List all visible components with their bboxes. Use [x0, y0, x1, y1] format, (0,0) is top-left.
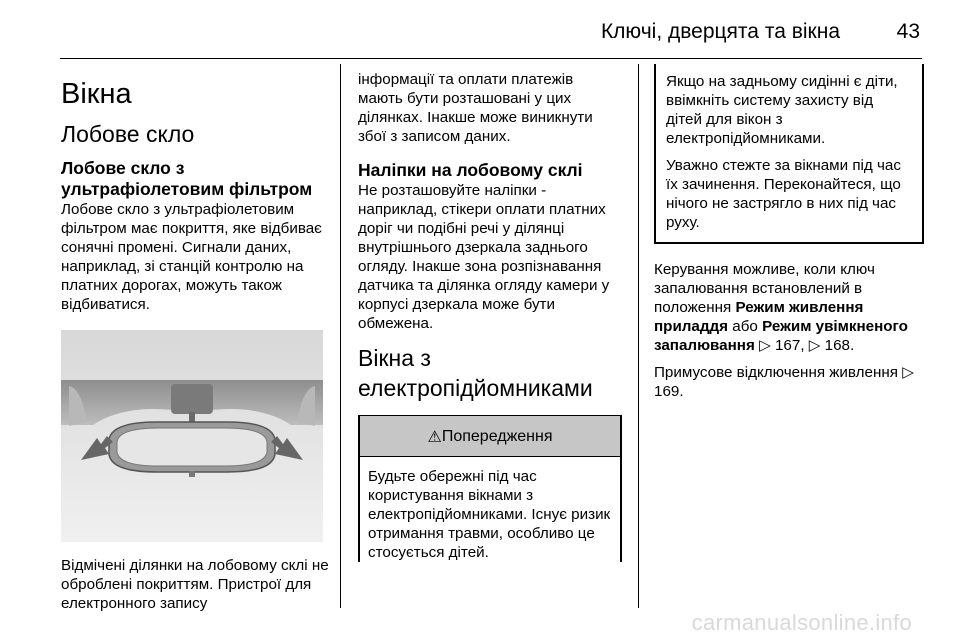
- column-3: [654, 70, 924, 409]
- accessory-mode-label: Режим живлення приладдя: [654, 299, 864, 335]
- mirror-glass: [117, 428, 267, 466]
- paragraph-operation: Керування можливе, коли ключ запалювання встановлений в положення Режим живлення приладдя або Режим увімкненого запалювання ▷ 167, ▷ 168.: [654, 261, 908, 354]
- figure-caption: Відмічені ділянки на лобовому склі не оброблені покриттям. Пристрої для електронного запису: [61, 557, 329, 612]
- column-1: [61, 70, 331, 621]
- note-watch-windows: Уважно стежте за вікнами під час їх зачинення. Переконайтеся, що нічого не застрягло в них під час руху.: [666, 157, 901, 231]
- warning-title: Попередження: [441, 427, 553, 445]
- mirror-mount: [171, 384, 213, 414]
- watermark: carmanualsonline.info: [691, 610, 912, 635]
- paragraph-uv-windscreen: Лобове скло з ультрафіолетовим фільтром має покриття, яке відбиває сонячні промені. Сигнали даних, наприклад, зі станцій контролю на платних дорогах, можуть також відбиватися.: [61, 201, 322, 313]
- power-off-text: Примусове відключення живлення: [654, 364, 898, 381]
- warning-body: Будьте обережні під час користування вікнами з електропідйомниками. Існує ризик отримання травми, особливо це стосується дітей.: [368, 468, 611, 561]
- note-children: Якщо на задньому сидінні є діти, ввімкніть систему захисту від дітей для вікон з електропідйомниками.: [666, 73, 898, 147]
- mirror-sensor: [189, 471, 195, 477]
- column-divider-1: [340, 64, 341, 608]
- paragraph-power-off: Примусове відключення живлення ▷ 169.: [654, 364, 914, 400]
- column-divider-2: [638, 64, 639, 608]
- page-ref-link[interactable]: ▷ 168: [808, 337, 851, 354]
- page-ref-link[interactable]: ▷ 167: [759, 337, 801, 354]
- warning-continued-box: [654, 64, 924, 244]
- warning-header: [360, 415, 620, 457]
- warning-box: [358, 415, 622, 562]
- section-title-windows: Вікна: [61, 78, 132, 110]
- heading-stickers: Наліпки на лобовому склі: [358, 160, 583, 180]
- paragraph-continued: інформації та оплати платежів мають бути розташовані у цих ділянках. Інакше може виникнути збої з записом даних.: [358, 71, 593, 145]
- heading-uv-windscreen: Лобове скло з ультрафіолетовим фільтром: [61, 158, 313, 199]
- warning-triangle-icon: ⚠: [427, 426, 442, 446]
- page-ref-link[interactable]: ▷ 169: [654, 364, 914, 400]
- operation-text: Керування можливе, коли ключ запалювання встановлений в положення: [654, 261, 875, 316]
- operation-or: або: [732, 318, 758, 335]
- header-divider: [60, 58, 922, 59]
- windscreen-mirror-illustration: [61, 330, 323, 542]
- running-header-title: Ключі, дверцята та вікна: [600, 20, 840, 43]
- ignition-mode-label: Режим увімкненого запалювання: [654, 318, 908, 354]
- page-number: 43: [896, 20, 920, 43]
- mirror-figure-svg: [61, 330, 323, 542]
- paragraph-stickers: Не розташовуйте наліпки - наприклад, стікери оплати платних доріг чи подібні речі у ділянці внутрішнього дзеркала заднього огляду. Інакше зона розпізнавання датчика та ділянка огляду камери у корпусі дзеркала може бути обмежена.: [358, 182, 610, 332]
- section-title-power-windows: Вікна з електропідйомниками: [358, 345, 593, 401]
- column-2: [358, 70, 622, 562]
- subsection-title-windscreen: Лобове скло: [61, 121, 195, 147]
